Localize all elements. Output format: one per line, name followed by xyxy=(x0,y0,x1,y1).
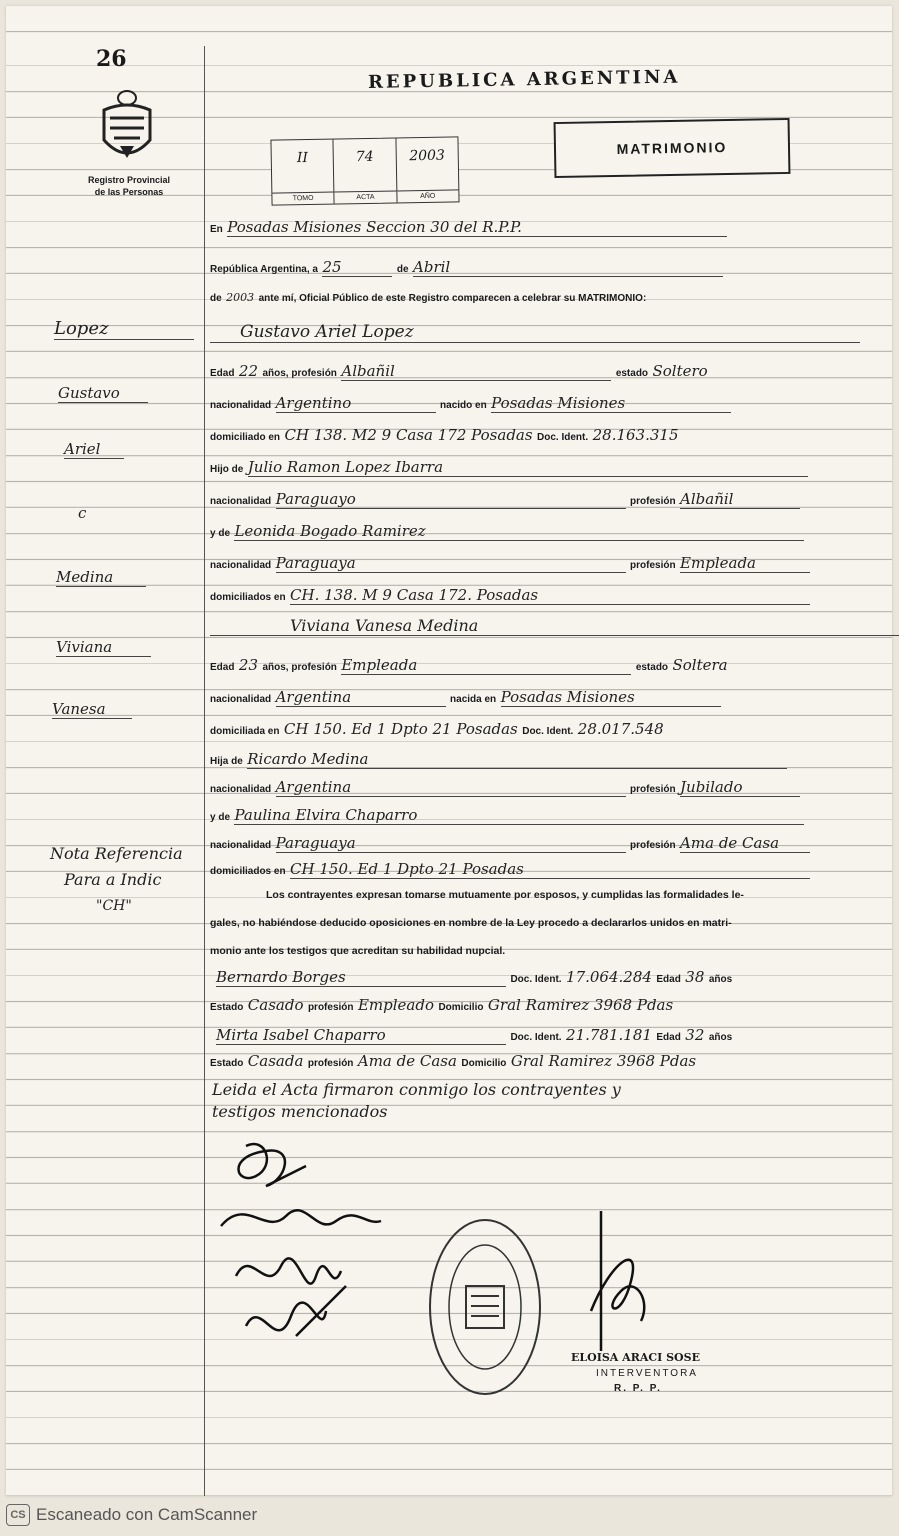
acta-label: ACTA xyxy=(335,190,397,203)
witness2-label-domicilio: Domicilio xyxy=(461,1058,507,1069)
bride-civil-status: Soltera xyxy=(672,656,728,674)
ano-cell xyxy=(396,137,458,202)
groom-mother-profession: Empleada xyxy=(680,554,810,573)
declaration-line-2: gales, no habiéndose deducido oposiciones en nombre de la Ley procedo a declararlos unidos en matri- xyxy=(210,917,732,929)
registry-name-line2: de las Personas xyxy=(94,187,164,197)
bride-father-line xyxy=(210,750,787,769)
margin-surname-2: Medina xyxy=(56,568,146,587)
month-value: Abril xyxy=(413,258,723,277)
bride-label-domiciliados: domiciliados en xyxy=(210,866,286,877)
bride-label-anos-profesion: años, profesión xyxy=(262,662,337,673)
margin-given-2b: Vanesa xyxy=(52,700,132,719)
margin-given-1a: Gustavo xyxy=(58,384,148,403)
margin-note-line-3: "CH" xyxy=(96,898,132,914)
groom-mother-line xyxy=(210,522,804,541)
margin-surname-1: Lopez xyxy=(54,318,194,340)
ano-value: 2003 xyxy=(409,147,446,165)
bride-nationality: Argentina xyxy=(276,688,446,707)
witness2-address: Gral Ramirez 3968 Pdas xyxy=(510,1052,697,1070)
groom-nationality-line xyxy=(210,394,731,413)
bride-father-nat-line xyxy=(210,778,800,797)
groom-name-line xyxy=(210,322,860,343)
bride-label-fprof: profesión xyxy=(630,784,676,795)
camscanner-logo-icon: CS xyxy=(6,1504,30,1526)
groom-name: Gustavo Ariel Lopez xyxy=(210,322,860,343)
witness2-label-estado: Estado xyxy=(210,1058,244,1069)
groom-label-estado: estado xyxy=(615,368,649,379)
witness1-label-doc: Doc. Ident. xyxy=(510,974,562,985)
groom-father-line xyxy=(210,458,808,477)
groom-parents-address: CH. 138. M 9 Casa 172. Posadas xyxy=(290,586,810,605)
registry-seal-icon xyxy=(426,1216,544,1398)
margin-conjunction: c xyxy=(78,504,87,522)
bride-profession: Empleada xyxy=(341,656,631,675)
bride-parents-address-line xyxy=(210,860,810,879)
country-title: REPUBLICA ARGENTINA xyxy=(367,66,681,93)
bride-label-mnac: nacionalidad xyxy=(210,840,272,851)
official-role: INTERVENTORA xyxy=(596,1368,698,1379)
bride-name-line xyxy=(210,616,899,636)
bride-label-mprof: profesión xyxy=(630,840,676,851)
bride-mother-profession: Ama de Casa xyxy=(680,834,810,853)
margin-given-1b: Ariel xyxy=(64,440,124,459)
witness1-label-profesion: profesión xyxy=(307,1002,354,1013)
witness1-civil-status: Casado xyxy=(247,996,304,1014)
witness1-label-anos: años xyxy=(708,974,733,985)
groom-civil-status: Soltero xyxy=(652,362,708,380)
witness1-label-edad: Edad xyxy=(656,974,681,985)
bride-address: CH 150. Ed 1 Dpto 21 Posadas xyxy=(283,720,518,738)
groom-label-fnac: nacionalidad xyxy=(210,496,272,507)
groom-father-nationality: Paraguayo xyxy=(276,490,626,509)
official-name: ELOISA ARACI SOSE xyxy=(571,1351,700,1364)
margin-note-line-2: Para a Indic xyxy=(64,870,162,889)
tomo-cell xyxy=(271,140,334,205)
bride-label-doc: Doc. Ident. xyxy=(522,726,574,737)
witness1-label-domicilio: Domicilio xyxy=(438,1002,484,1013)
groom-label-doc: Doc. Ident. xyxy=(537,432,589,443)
margin-given-2a: Viviana xyxy=(56,638,151,657)
record-type-box: MATRIMONIO xyxy=(554,118,791,178)
tomo-label: TOMO xyxy=(272,192,334,205)
bride-address-line xyxy=(210,720,664,739)
day-value: 25 xyxy=(322,258,392,277)
bride-mother-nat-line xyxy=(210,834,810,853)
witness2-age: 32 xyxy=(685,1026,705,1044)
registry-name-line1: Registro Provincial xyxy=(87,175,171,185)
bride-mother-nationality: Paraguaya xyxy=(276,834,626,853)
groom-address: CH 138. M2 9 Casa 172 Posadas xyxy=(284,426,533,444)
groom-address-line xyxy=(210,426,679,445)
bride-label-fnac: nacionalidad xyxy=(210,784,272,795)
groom-father-profession: Albañil xyxy=(680,490,800,509)
bride-label-edad: Edad xyxy=(210,662,235,673)
label-de2: de xyxy=(210,293,222,304)
groom-label-nacido: nacido en xyxy=(440,400,487,411)
bride-label-domiciliada: domiciliada en xyxy=(210,726,280,737)
witness2-profession: Ama de Casa xyxy=(357,1052,457,1070)
witness2-label-edad: Edad xyxy=(656,1032,681,1043)
witness1-name-line xyxy=(216,968,732,987)
groom-father-nat-line xyxy=(210,490,800,509)
witness2-civil-status: Casada xyxy=(247,1052,304,1070)
witness1-name: Bernardo Borges xyxy=(216,968,506,987)
ano-label: AÑO xyxy=(397,189,459,202)
witness1-doc-id: 17.064.284 xyxy=(566,968,652,986)
groom-label-mprof: profesión xyxy=(630,560,676,571)
groom-birthplace: Posadas Misiones xyxy=(491,394,731,413)
intro-line-1 xyxy=(210,218,727,237)
bride-mother-line xyxy=(210,806,804,825)
label-comparecen: ante mí, Oficial Público de este Registro comparecen a celebrar su MATRIMONIO: xyxy=(258,293,647,304)
margin-note-line-1: Nota Referencia xyxy=(50,844,183,863)
official-org: R. P. P. xyxy=(614,1383,662,1394)
bride-label-nacida: nacida en xyxy=(450,694,497,705)
closing-line-1: Leida el Acta firmaron conmigo los contrayentes y xyxy=(212,1080,621,1099)
witness1-address: Gral Ramirez 3968 Pdas xyxy=(487,996,674,1014)
groom-label-domiciliado: domiciliado en xyxy=(210,432,281,443)
groom-label-hijo: Hijo de xyxy=(210,464,244,475)
bride-doc-id: 28.017.548 xyxy=(577,720,664,738)
registry-emblem-icon xyxy=(98,88,156,168)
bride-father-name: Ricardo Medina xyxy=(247,750,787,769)
witness1-details-line xyxy=(210,996,673,1015)
groom-label-domiciliados: domiciliados en xyxy=(210,592,286,603)
registry-name xyxy=(64,174,194,198)
witness1-age: 38 xyxy=(685,968,705,986)
intro-line-3 xyxy=(210,288,646,306)
tomo-value: II xyxy=(296,149,309,167)
bride-nationality-line xyxy=(210,688,721,707)
place-value: Posadas Misiones Seccion 30 del R.P.P. xyxy=(227,218,727,237)
bride-label-yde: y de xyxy=(210,812,231,823)
groom-parents-address-line xyxy=(210,586,810,605)
closing-line-2: testigos mencionados xyxy=(212,1102,388,1121)
groom-label-nacionalidad: nacionalidad xyxy=(210,400,272,411)
record-sheet xyxy=(6,6,892,1496)
groom-profession: Albañil xyxy=(341,362,611,381)
groom-age: 22 xyxy=(238,362,258,380)
label-republica: República Argentina, a xyxy=(210,264,318,275)
groom-age-line xyxy=(210,362,708,381)
groom-label-fprof: profesión xyxy=(630,496,676,507)
bride-label-hija: Hija de xyxy=(210,756,243,767)
groom-mother-nat-line xyxy=(210,554,810,573)
witness1-label-estado: Estado xyxy=(210,1002,244,1013)
witness2-name-line xyxy=(216,1026,732,1045)
acta-value: 74 xyxy=(355,148,374,166)
registration-table xyxy=(270,136,459,205)
bride-birthplace: Posadas Misiones xyxy=(501,688,721,707)
year-value: 2003 xyxy=(226,291,255,304)
page-number: 26 xyxy=(96,46,127,72)
groom-mother-name: Leonida Bogado Ramirez xyxy=(234,522,804,541)
acta-cell xyxy=(334,138,397,203)
groom-mother-nationality: Paraguaya xyxy=(276,554,626,573)
witness2-doc-id: 21.781.181 xyxy=(566,1026,652,1044)
bride-label-nacionalidad: nacionalidad xyxy=(210,694,272,705)
witness2-name: Mirta Isabel Chaparro xyxy=(216,1026,506,1045)
intro-line-2 xyxy=(210,258,723,277)
witness2-details-line xyxy=(210,1052,696,1071)
bride-age: 23 xyxy=(238,656,258,674)
witness1-profession: Empleado xyxy=(357,996,434,1014)
scanner-footer xyxy=(6,1504,257,1526)
bride-father-nationality: Argentina xyxy=(276,778,626,797)
declaration-line-1: Los contrayentes expresan tomarse mutuamente por esposos, y cumplidas las formalidades le- xyxy=(266,889,744,901)
bride-name: Viviana Vanesa Medina xyxy=(210,616,899,636)
label-de: de xyxy=(396,264,409,275)
bride-age-line xyxy=(210,656,728,675)
declaration-line-3: monio ante los testigos que acreditan su habilidad nupcial. xyxy=(210,945,506,957)
bride-mother-name: Paulina Elvira Chaparro xyxy=(234,806,804,825)
groom-doc-id: 28.163.315 xyxy=(592,426,679,444)
margin-divider xyxy=(204,46,205,1496)
witness2-label-anos: años xyxy=(708,1032,733,1043)
bride-father-profession: Jubilado xyxy=(680,778,800,797)
scanner-footer-text: Escaneado con CamScanner xyxy=(36,1505,258,1524)
groom-label-anos-profesion: años, profesión xyxy=(262,368,337,379)
bride-label-estado: estado xyxy=(635,662,669,673)
label-en: En xyxy=(210,224,223,235)
groom-label-yde: y de xyxy=(210,528,231,539)
party-signatures-icon xyxy=(206,1126,406,1376)
witness2-label-doc: Doc. Ident. xyxy=(510,1032,562,1043)
groom-father-name: Julio Ramon Lopez Ibarra xyxy=(248,458,808,477)
groom-label-edad: Edad xyxy=(210,368,235,379)
groom-nationality: Argentino xyxy=(276,394,436,413)
bride-parents-address: CH 150. Ed 1 Dpto 21 Posadas xyxy=(290,860,810,879)
official-signature-icon xyxy=(581,1201,661,1351)
groom-label-mnac: nacionalidad xyxy=(210,560,272,571)
witness2-label-profesion: profesión xyxy=(307,1058,354,1069)
